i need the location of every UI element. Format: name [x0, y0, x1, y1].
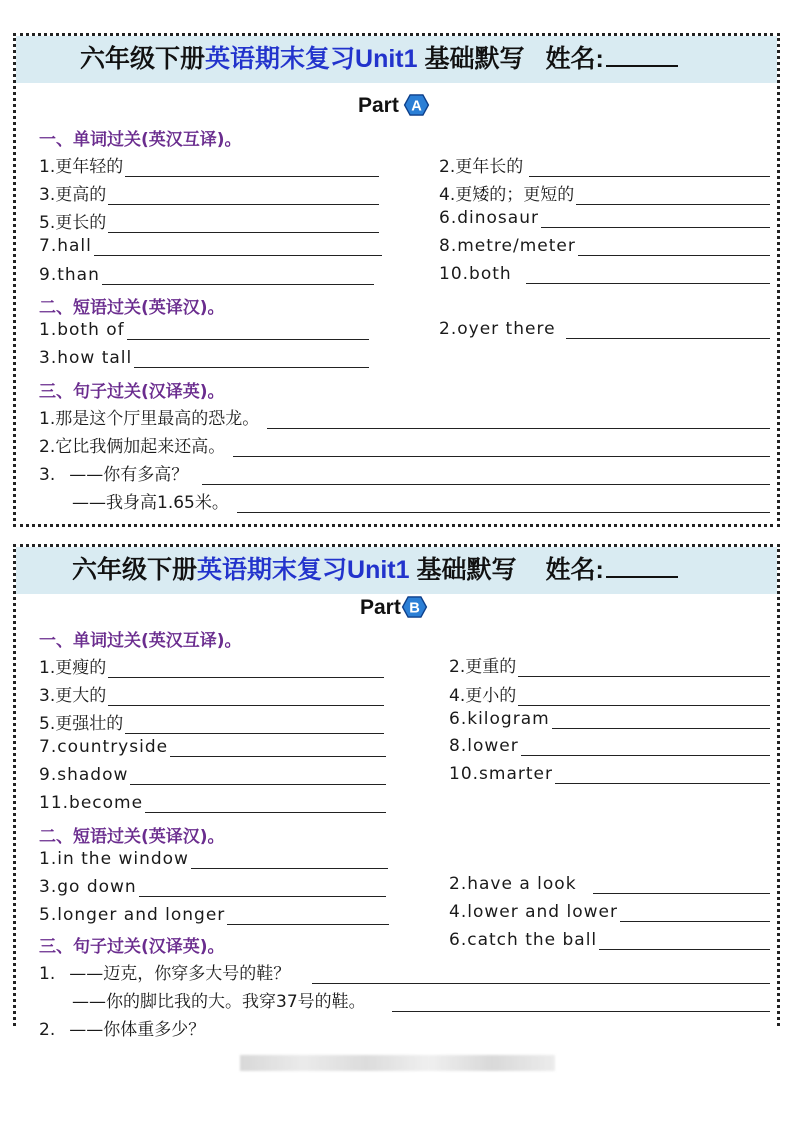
answer-line[interactable] [566, 323, 770, 339]
sentence-item[interactable]: ——我身高1.65米。 [72, 488, 770, 513]
word-item[interactable]: 1. 更年轻的 [39, 152, 379, 177]
word-item[interactable]: 6. dinosaur [439, 208, 770, 228]
phrase-item[interactable]: 6. catch the ball [449, 930, 770, 950]
answer-line[interactable] [108, 217, 379, 233]
word-item[interactable]: 7. countryside [39, 737, 386, 757]
word-item[interactable]: 1. 更瘦的 [39, 653, 384, 678]
part-b-badge-icon [402, 596, 427, 618]
answer-line[interactable] [233, 441, 770, 457]
answer-line[interactable] [529, 161, 770, 177]
answer-line[interactable] [620, 906, 770, 922]
answer-line[interactable] [521, 740, 770, 756]
worksheet-title [16, 547, 777, 594]
answer-line[interactable] [267, 413, 770, 429]
section-sentences-heading: 三、句子过关(汉译英)。 [39, 382, 225, 402]
answer-line[interactable] [227, 909, 389, 925]
answer-line[interactable] [392, 996, 770, 1012]
sentence-item[interactable]: 2. 它比我俩加起来还高。 [39, 432, 770, 457]
answer-line[interactable] [202, 469, 770, 485]
part-a-badge-icon [404, 94, 429, 116]
answer-line[interactable] [102, 269, 374, 285]
answer-line[interactable] [518, 690, 770, 706]
sentence-item[interactable]: ——你的脚比我的大。我穿37号的鞋。 [72, 987, 770, 1012]
word-item[interactable]: 8. metre/meter [439, 236, 770, 256]
answer-line[interactable] [127, 324, 369, 340]
worksheet-title [16, 36, 777, 83]
phrase-item[interactable]: 1. both of [39, 320, 369, 340]
word-item[interactable]: 9. than [39, 265, 374, 285]
answer-line[interactable] [191, 853, 388, 869]
title-basic: 基础默写 [416, 556, 517, 584]
phrase-item[interactable]: 5. longer and longer [39, 905, 389, 925]
answer-line[interactable] [125, 161, 379, 177]
word-item[interactable]: 9. shadow [39, 765, 386, 785]
section-words-heading: 一、单词过关(英汉互译)。 [39, 631, 242, 651]
section-words-heading: 一、单词过关(英汉互译)。 [39, 130, 242, 150]
word-item[interactable]: 10. smarter [449, 764, 770, 784]
phrase-item[interactable]: 4. lower and lower [449, 902, 770, 922]
answer-line[interactable] [578, 240, 770, 256]
answer-line[interactable] [94, 240, 382, 256]
title-subject: 英语期末复习Unit1 [197, 556, 410, 584]
section-phrases-heading: 二、短语过关(英译汉)。 [39, 827, 225, 847]
phrase-item[interactable]: 1. in the window [39, 849, 388, 869]
word-item[interactable]: 11. become [39, 793, 386, 813]
word-item[interactable]: 8. lower [449, 736, 770, 756]
part-label: Part [358, 94, 399, 117]
title-grade: 六年级下册 [72, 556, 198, 584]
sentence-item[interactable]: 1. ——迈克，你穿多大号的鞋？ [39, 959, 770, 984]
answer-line[interactable] [170, 741, 386, 757]
answer-line[interactable] [108, 662, 384, 678]
part-heading [358, 94, 429, 118]
answer-line[interactable] [518, 661, 770, 677]
worksheet-part-b [13, 544, 780, 1040]
worksheet-part-a [13, 33, 780, 527]
word-item[interactable]: 4. 更小的 [449, 681, 770, 706]
title-grade: 六年级下册 [80, 45, 206, 73]
answer-line[interactable] [145, 797, 386, 813]
name-blank[interactable] [606, 556, 678, 578]
word-item[interactable]: 4. 更矮的；更短的 [439, 180, 770, 205]
answer-line[interactable] [130, 769, 386, 785]
word-item[interactable]: 10. both [439, 264, 770, 284]
sentence-item[interactable]: 1. 那是这个厅里最高的恐龙。 [39, 404, 770, 429]
answer-line[interactable] [125, 718, 384, 734]
section-phrases-heading: 二、短语过关(英译汉)。 [39, 298, 225, 318]
answer-line[interactable] [237, 497, 770, 513]
word-item[interactable]: 3. 更大的 [39, 681, 384, 706]
answer-line[interactable] [599, 934, 770, 950]
phrase-item[interactable]: 3. go down [39, 877, 386, 897]
answer-line[interactable] [593, 878, 770, 894]
part-letter: B [409, 600, 420, 617]
answer-line[interactable] [576, 189, 770, 205]
part-letter: A [411, 98, 422, 115]
sentence-item[interactable]: 3. ——你有多高？ [39, 460, 770, 485]
answer-line[interactable] [555, 768, 770, 784]
phrase-item[interactable]: 3. how tall [39, 348, 369, 368]
title-basic: 基础默写 [424, 45, 525, 73]
section-sentences-heading: 三、句子过关(汉译英)。 [39, 937, 225, 957]
answer-line[interactable] [134, 352, 369, 368]
phrase-item[interactable]: 2. have a look [449, 874, 770, 894]
word-item[interactable]: 5. 更长的 [39, 208, 379, 233]
word-item[interactable]: 2. 更重的 [449, 652, 770, 677]
part-heading [360, 596, 427, 620]
word-item[interactable]: 6. kilogram [449, 709, 770, 729]
answer-line[interactable] [526, 268, 770, 284]
answer-line[interactable] [108, 189, 379, 205]
name-blank[interactable] [606, 45, 678, 67]
answer-line[interactable] [541, 212, 770, 228]
title-subject: 英语期末复习Unit1 [205, 45, 418, 73]
name-label: 姓名: [545, 556, 604, 584]
name-label: 姓名: [545, 45, 604, 73]
part-label: Part [360, 596, 401, 619]
phrase-item[interactable]: 2. oyer there [439, 319, 770, 339]
answer-line[interactable] [108, 690, 384, 706]
blurred-footer-watermark [240, 1055, 555, 1071]
word-item[interactable]: 2. 更年长的 [439, 152, 770, 177]
answer-line[interactable] [312, 968, 770, 984]
word-item[interactable]: 3. 更高的 [39, 180, 379, 205]
word-item[interactable]: 5. 更强壮的 [39, 709, 384, 734]
word-item[interactable]: 7. hall [39, 236, 382, 256]
answer-line[interactable] [139, 881, 386, 897]
answer-line[interactable] [552, 713, 770, 729]
sentence-item[interactable]: 2. ——你体重多少？ [39, 1020, 206, 1040]
